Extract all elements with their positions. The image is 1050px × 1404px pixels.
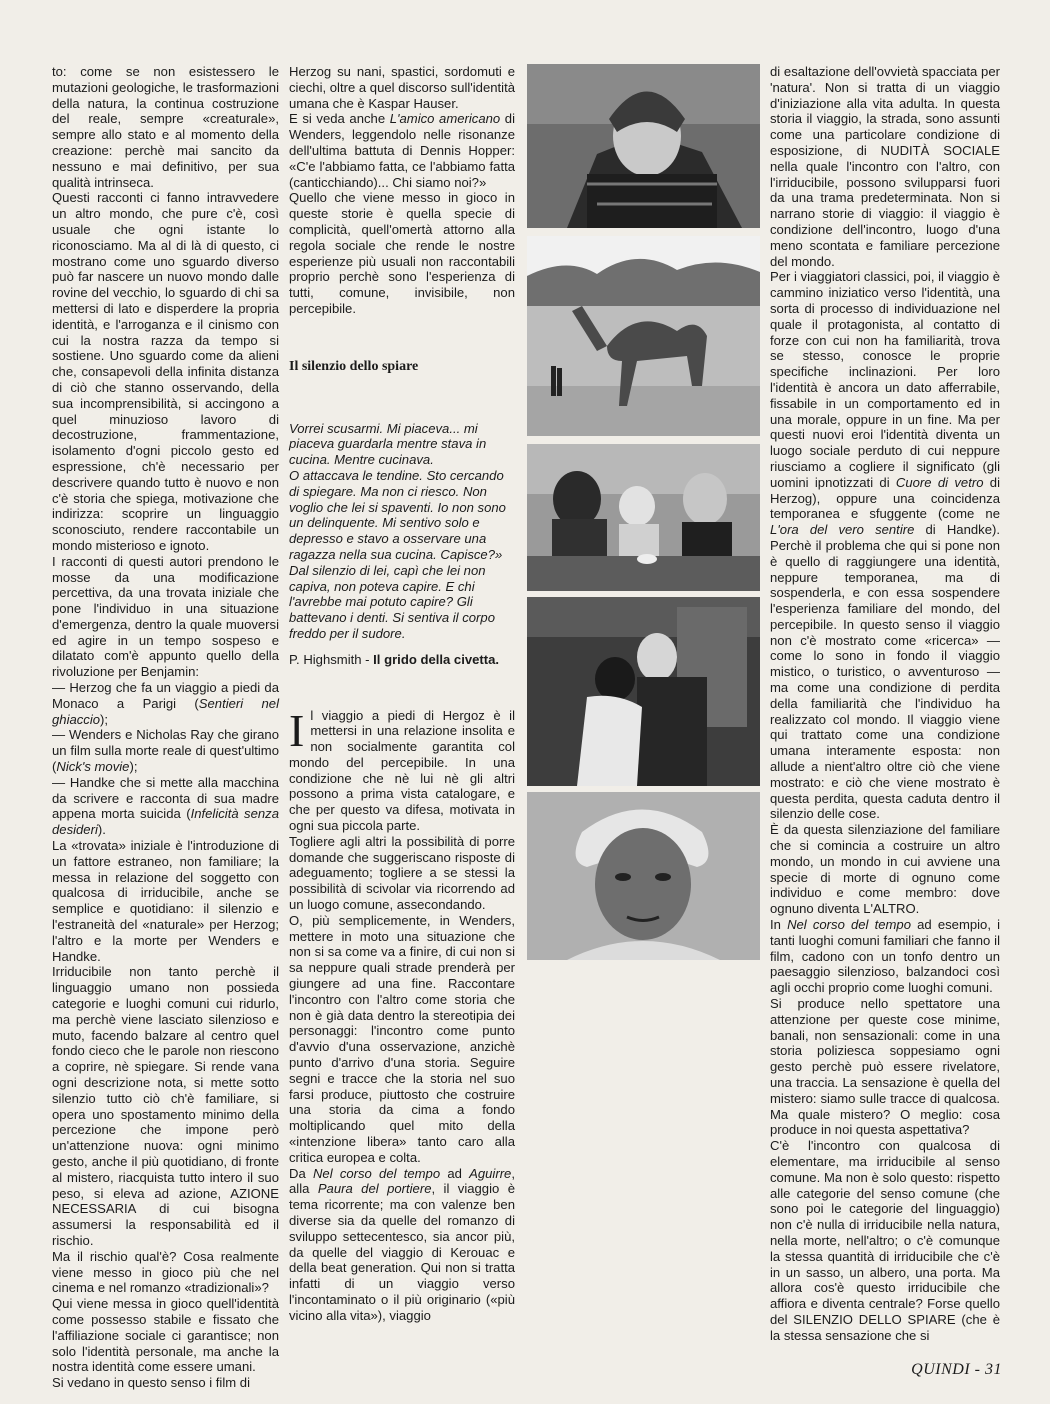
text-span: , alla [289,1165,515,1197]
film-title: Aguirre [469,1165,512,1181]
folio-separator: - [970,1361,985,1378]
paragraph [770,917,1000,996]
text-span: Da [289,1165,313,1181]
epigraph-quote: Vorrei scusarmi. Mi piaceva... mi piaceva guardarla mentre stava in cucina. Mentre cucinava. [289,420,487,468]
magazine-name: QUINDI [911,1361,971,1378]
paragraph [770,269,1000,822]
quote-author: P. Highsmith - [289,651,374,667]
text-column-1 [52,64,279,1391]
text-column-2 [289,64,515,1349]
list-item [52,775,279,838]
paragraph: C'è l'incontro con qualcosa di elementare, ma irriducibile al senso comune. Ma non è solo questo: rispetto alle categorie del senso comune (che sono poi le categorie del linguaggio) non c'è nulla di irriducibile nella natura, nella morte, nell'altro; o c'è comunque la stessa quantità di irriducibile che c'è in un sasso, un albero, una porta. Ma allora cos'è questo irriducibile che affiora e diventa centrale? Forse quello del SILENZIO DELLO SPIARE (che è la stessa sensazione che si [770,1138,1000,1343]
photo-portrait-man [527,792,760,960]
film-title: Cuore di vetro [895,474,984,490]
book-title: L'ora del vero sentire [770,522,915,538]
paragraph [289,111,515,190]
text-span: di Handke). Perchè il problema che qui si pone non è quello di raggiungere una identità, neppure temporanea, ma di sospenderla, e con essa sospendere l'esperienza familiare del mondo, del percepibile. In questo senso il viaggio non c'è mostrato come «ricerca» — come lo sono in fondo il viaggio mistico, o turistico, o avventuroso — ma come una condizione di perdita della familiarità che l'individuo ha realizzato col mondo. Il viaggio viene qui trattato come una condizione umana interamente esposta: non allude a nient'altro oltre ciò che viene mostrato: e ciò che viene mostrato è questa perdita, questa caduta dentro il silenzio delle cose. [770,522,1000,822]
quote-source [289,652,515,668]
text-column-4 [770,64,1000,1354]
list-item [52,727,279,774]
paragraph: Ma il rischio qual'è? Cosa realmente viene messo in gioco più che nel cinema e nel romanzo «tradizionali»? [52,1248,279,1296]
film-title: Nel corso del tempo [312,1165,441,1181]
text-span: ad [440,1165,470,1181]
section-heading: Il silenzio dello spiare [289,358,419,374]
paragraph: Herzog su nani, spastici, sordomuti e ciechi, oltre a quel discorso sull'identità umana che è Kaspar Hauser. [289,64,515,111]
paragraph: Si produce nello spettatore una attenzione per queste cose minime, banali, non sensazionali: come in una storia poliziesca soppesiamo ogni gesto perchè può essere rivelatore, una traccia. La sensazione è quella del mistero: siamo sulle tracce di qualcosa. Ma quale mistero? O meglio: cosa produce in noi questa aspettativa? [770,996,1000,1138]
text-span: , il viaggio è tema ricorrente; ma con valenze ben diverse sia da quelle del romanzo di sviluppo settecentesco, sia ancor più, da quelle del viaggio di Kerouac e della beat generation. Qui non si tratta infatti di un viaggio verso l'incontaminato o il più originario («più vicino alla vita»), viaggio [289,1181,515,1323]
lead-text: l viaggio a piedi di Hergoz è il mettersi in una relazione insolita e non socialmente garantita col mondo del percepibile. In una condizione che nè lui nè gli altri possono a prima vista catalogare, e che per questo va difesa, motivata in ogni sua piccola parte. [289,707,515,834]
photo-couple-embrace [527,597,760,786]
epigraph-quote: Dal silenzio di lei, capì che lei non capiva, non poteva capire. E chi l'avrebbe mai potuto capire? Gli battevano i denti. Si sentiva il corpo freddo per il sudore. [289,562,495,641]
photo-camel [527,236,760,436]
photo-warrior-helmet [527,64,760,228]
text-span: di Wenders, leggendolo nelle risonanze dell'ultima battuta di Dennis Hopper: «C'e l'abbiamo fatta, ce l'abbiamo fatta (canticchiando)... Chi siamo noi?» [289,111,515,190]
list-item-text: — Wenders e Nicholas Ray che girano un film sulla morte reale di quest'ultimo ( [52,727,279,775]
photo-table-scene [527,444,760,591]
paragraph: La «trovata» iniziale è l'introduzione di un fattore estraneo, non familiare; la messa in relazione del soggetto con qualcosa di irriducibile, anche se semplice e quotidiano: il silenzio e l'estraneità del «naturale» per Herzog; l'altro e la morte per Wenders e Handke. [52,838,279,964]
quote-book: Il grido della civetta. [373,651,500,667]
paragraph: È da questa silenziazione del familiare che si comincia a costruire un altro mondo, un mondo in cui avviene una specie di morte di ognuno come individuo e come membro: dove ognuno diventa L'ALTRO. [770,822,1000,917]
paragraph: to: come se non esistessero le mutazioni geologiche, le trasformazioni della natura, la continua costruzione del reale, sempre «creaturale», sempre allo stato e al momento della creazione: perchè mai sancito da nessuno e mai definitivo, per sua qualità intrinseca. [52,64,279,190]
film-title: Nick's movie [56,759,130,775]
lead-paragraph [289,704,515,834]
text-span: In [770,917,788,933]
list-item-text: — Handke che si mette alla macchina da scrivere e racconta di sua madre appena morta suicida ( [52,774,279,822]
drop-cap: I [289,704,305,756]
text-span: ad esempio, i tanti luoghi comuni familiari che fanno il film, cadono con un tonfo dentro un paesaggio silenzioso, balzandoci così agli occhi proprio come luoghi comuni. [770,917,1000,996]
list-item-end: ). [97,822,106,838]
page-folio [911,1361,1002,1379]
film-title: Paura del portiere [317,1181,432,1197]
book-title: Infelicità senza desideri [52,806,279,838]
list-item-end: ); [100,711,109,727]
paragraph: di esaltazione dell'ovvietà spacciata per 'natura'. Non si tratta di un viaggio d'iniziazione alla vita adulta. In questa storia il viaggio, la strada, sono assunti come una particolare condizione di esposizione, di NUDITÀ SOCIALE nella quale l'incontro con l'altro, con l'irriducibile, possono svilupparsi fuori da una trama predeterminata. Non si narrano storie di viaggio: il viaggio è condizione dell'incontro, luogo d'una meno scontata e familiare percezione del mondo. [770,64,1000,269]
epigraph-quote: O attaccava le tendine. Sto cercando di spiegare. Ma non ci riesco. Non voglio che lei si spaventi. Io non sono un delinquente. Mi sentivo solo e depresso e stavo a osservare una ragazza nella sua cucina. Capisce?» [289,467,506,562]
text-span: di Herzog), oppure una coincidenza temporanea e sfuggente (come ne [770,474,1000,522]
paragraph [289,1166,515,1324]
paragraph: I racconti di questi autori prendono le mosse da una modificazione percettiva, da una trovata iniziale che pone l'individuo in una situazione d'emergenza, dentro la quale muoversi ed agire in un tempo sospeso e dilatato com'è appunto quello della rivoluzione per Benjamin: [52,553,279,680]
film-title: Sentieri nel ghiaccio [52,695,279,727]
list-item-end: ); [129,759,138,775]
paragraph: Questi racconti ci fanno intravvedere un altro mondo, che pure c'è, così usuale che ogni istante lo riconosciamo. Ma al di là di questo, ci mostrano come uno sguardo diverso può far nascere un nuovo mondo dalle rovine del vecchio, lo sguardo di chi sa mettersi di lato e disperdere la propria identità, e l'arroganza e il cinismo con cui la nostra razza da tempo si sostiene. Uno sguardo come da alieni che, consapevoli della infinita distanza di ciò che stanno osservando, della sua incomprensibilità, si accingono a quel minuzioso lavoro di decostruzione, frammentazione, isolamento d'ogni piccolo gesto ed espressione, ch'è necessario per descrivere quando tutto è nuovo e non c'è storia che spiega, motivazione che indirizza: scoprire un linguaggio sconosciuto, rendere raccontabile un mondo misterioso e ignoto. [52,190,279,553]
paragraph: Qui viene messa in gioco quell'identità come possesso stabile e fissato che l'affiliazione sociale ci garantisce; non solo l'identità personale, ma anche la nostra identità come essere umani. [52,1296,279,1375]
paragraph: Quello che viene messo in gioco in queste storie è quella specie di complicità, quell'omertà attorno alla regola sociale che rende le nostre esperienze più usuali non raccontabili proprio perchè sono l'esperienza di tutti, comune, invisibile, non percepibile. [289,190,515,316]
page-number: 31 [985,1361,1002,1378]
paragraph: O, più semplicemente, in Wenders, mettere in moto una situazione che non si sa come va a finire, di cui non si sa neppure quali strade prenderà per giungere ad una fine. Raccontare l'incontro con l'altro come storia che non è già data dentro la stereotipia dei personaggi: l'incontro come punto d'avvio d'una osservazione, anzichè punto d'arrivo d'una storia. Seguire segni e tracce che la storia nel suo farsi produce, piuttosto che costruire una storia da cima a fondo moltiplicando quel mito della «intenzione libera» tanto caro alla critica europea e colta. [289,912,515,1165]
film-title: Nel corso del tempo [787,917,911,933]
text-span: Per i viaggiatori classici, poi, il viaggio è cammino iniziatico verso l'identità, una sorta di processo di individuazione nel quale il protagonista, al contatto di forze con cui non ha familiarità, trova se stesso, conosce le proprie specifiche inclinazioni. Per loro l'identità è ancora un dato afferrabile, fissabile in un comportamento ed in una morale, oppure in un fine. Ma per questi nuovi eroi l'identità diventa un luogo sociale perduto di cui neppure riusciamo a cogliere il significato (gli uomini ipnotizzati di [770,269,1000,490]
paragraph: Irriducibile non tanto perchè il linguaggio umano non possieda categorie e luoghi comuni cui ridurlo, ma perchè viene lasciato silenzioso e muto, facendo balzare al centro quel fondo cieco che le parole non riescono a coprire, nè spiegare. Si rende vana ogni descrizione nota, si mette sotto silenzio tutto ciò ch'è familiare, si opera uno spostamento minimo della percezione che impone però un'attenzione nuova: ogni minimo gesto, anche il più quotidiano, di fronte al mistero, riacquista tutto intero il suo peso, si eleva ad azione, AZIONE NECESSARIA di cui bisogna assumersi la responsabilità ed il rischio. [52,964,279,1248]
paragraph: Togliere agli altri la possibilità di porre domande che suggeriscano risposte di adeguamento; togliere a se stessi la possibilità di scivolar via ricorrendo ad un luogo comune, assecondando. [289,833,515,913]
film-title: L'amico americano [389,111,501,127]
paragraph: Si vedano in questo senso i film di [52,1375,250,1391]
list-item-text: — Herzog che fa un viaggio a piedi da Monaco a Parigi ( [52,680,279,711]
list-item [52,680,279,727]
text-span: E si veda anche [289,111,390,127]
